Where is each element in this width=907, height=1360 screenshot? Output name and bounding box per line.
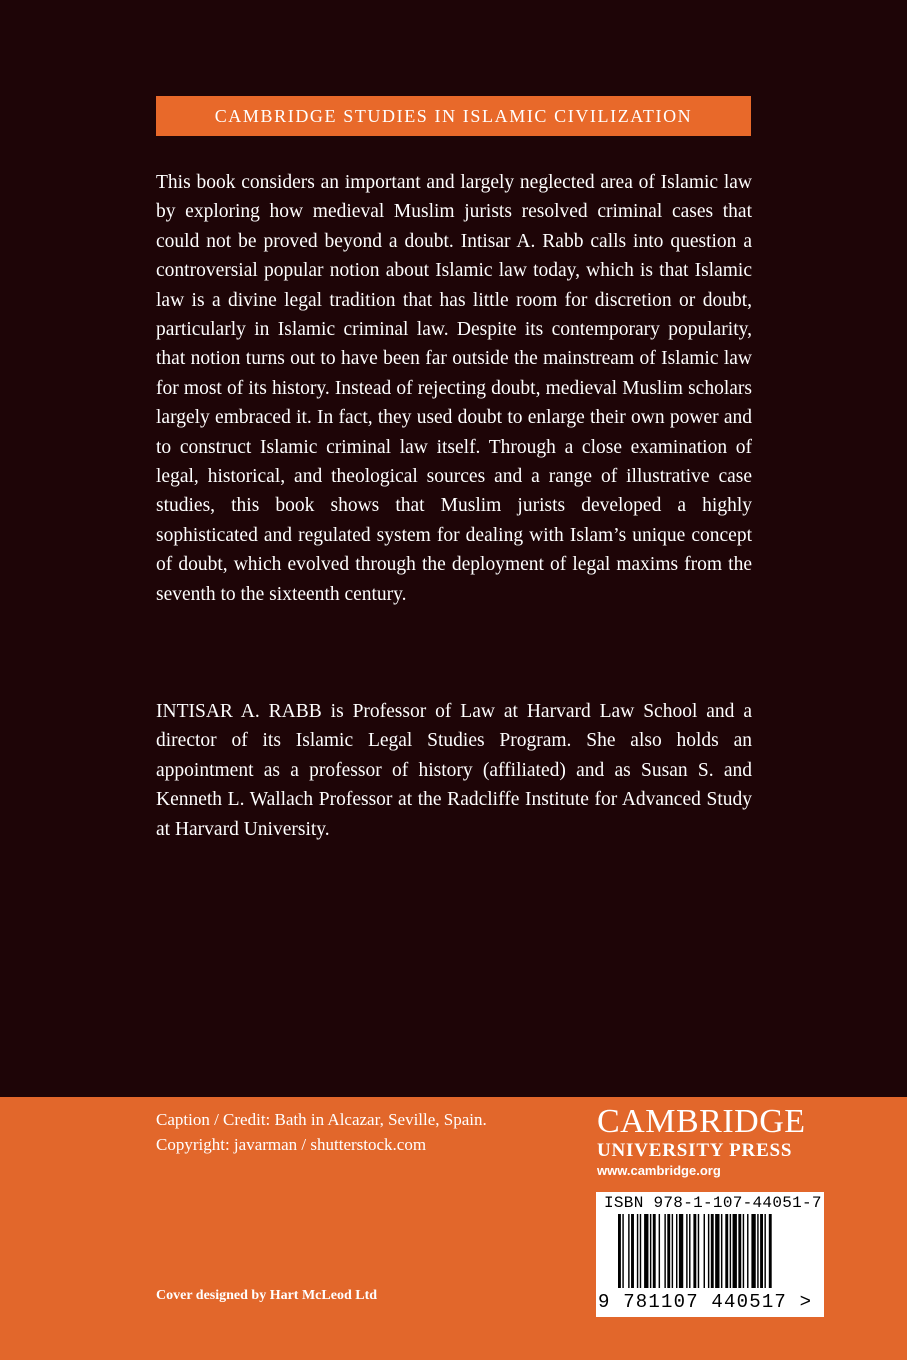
barcode-bar <box>672 1214 673 1288</box>
cover-designer: Cover designed by Hart McLeod Ltd <box>156 1288 378 1303</box>
author-bio-text: is Professor of Law at Harvard Law School and a director of its Islamic Legal Studies Program. She also holds an appointment as a professor of history (affiliated) and as Susan S. and Kenneth L. Wallach Professor at the Radcliffe Institute for Advanced Study at Harvard University. <box>156 701 752 840</box>
barcode-bar <box>747 1214 748 1288</box>
caption-credit: Caption / Credit: Bath in Alcazar, Seville, Spain. <box>156 1110 487 1129</box>
author-bio <box>156 697 752 844</box>
barcode-bar <box>738 1214 741 1288</box>
barcode-bar <box>637 1214 638 1288</box>
barcode-box <box>596 1192 824 1317</box>
barcode-bar <box>725 1214 728 1288</box>
barcode-bar <box>708 1214 709 1288</box>
author-name: INTISAR A. RABB <box>156 701 322 722</box>
barcode-bar <box>743 1214 744 1288</box>
barcode-bar <box>640 1214 641 1288</box>
isbn-label: ISBN 978-1-107-44051-7 <box>604 1194 822 1212</box>
barcode-bar <box>751 1214 755 1288</box>
barcode-bar <box>721 1214 722 1288</box>
publisher-logo <box>597 1104 823 1180</box>
barcode-bar <box>715 1214 719 1288</box>
barcode-bar <box>769 1214 772 1288</box>
publisher-url: www.cambridge.org <box>597 1163 721 1178</box>
barcode-bar <box>693 1214 696 1288</box>
barcode-bar <box>622 1214 623 1288</box>
barcode-bar <box>733 1214 737 1288</box>
publisher-name: CAMBRIDGE <box>597 1103 806 1140</box>
barcode-bar <box>659 1214 660 1288</box>
barcode-bar <box>653 1214 656 1288</box>
publisher-subname: UNIVERSITY PRESS <box>597 1140 793 1161</box>
barcode-bar <box>676 1214 677 1288</box>
barcode-bar <box>764 1214 765 1288</box>
barcode-digits: 9 781107 440517 > <box>598 1291 813 1313</box>
barcode-bar <box>644 1214 648 1288</box>
barcode-bar <box>689 1214 690 1288</box>
series-title-band <box>156 96 751 136</box>
barcode-bar <box>631 1214 634 1288</box>
series-title: CAMBRIDGE STUDIES IN ISLAMIC CIVILIZATION <box>214 105 693 126</box>
image-credit <box>156 1107 487 1157</box>
barcode-bar <box>757 1214 758 1288</box>
barcode-bar <box>650 1214 651 1288</box>
barcode-bar <box>711 1214 714 1288</box>
barcode-graphic <box>596 1214 824 1290</box>
barcode-bar <box>686 1214 687 1288</box>
barcode-bar <box>679 1214 683 1288</box>
barcode-bar <box>618 1214 621 1288</box>
barcode-bar <box>730 1214 731 1288</box>
barcode-bar <box>704 1214 705 1288</box>
book-description: This book considers an important and largely neglected area of Islamic law by exploring how medieval Muslim jurists resolved criminal cases that could not be proved beyond a doubt. Intisar A. Rabb calls into question a controversial popular notion about Islamic law today, which is that Islamic law is a divine legal tradition that has little room for discretion or doubt, particularly in Islamic criminal law. Despite its contemporary popularity, that notion turns out to have been far outside the mainstream of Islamic law for most of its history. Instead of rejecting doubt, medieval Muslim scholars largely embraced it. In fact, they used doubt to enlarge their own power and to construct Islamic criminal law itself. Through a close examination of legal, historical, and theological sources and a range of illustrative case studies, this book shows that Muslim jurists developed a highly sophisticated and regulated system for dealing with Islam’s unique concept of doubt, which evolved through the deployment of legal maxims from the seventh to the sixteenth century. <box>156 172 752 605</box>
barcode-bar <box>667 1214 670 1288</box>
barcode-bar <box>698 1214 699 1288</box>
barcode-bar <box>760 1214 763 1288</box>
barcode-bar <box>664 1214 665 1288</box>
barcode-bar <box>628 1214 629 1288</box>
copyright-credit: Copyright: javarman / shutterstock.com <box>156 1135 427 1154</box>
